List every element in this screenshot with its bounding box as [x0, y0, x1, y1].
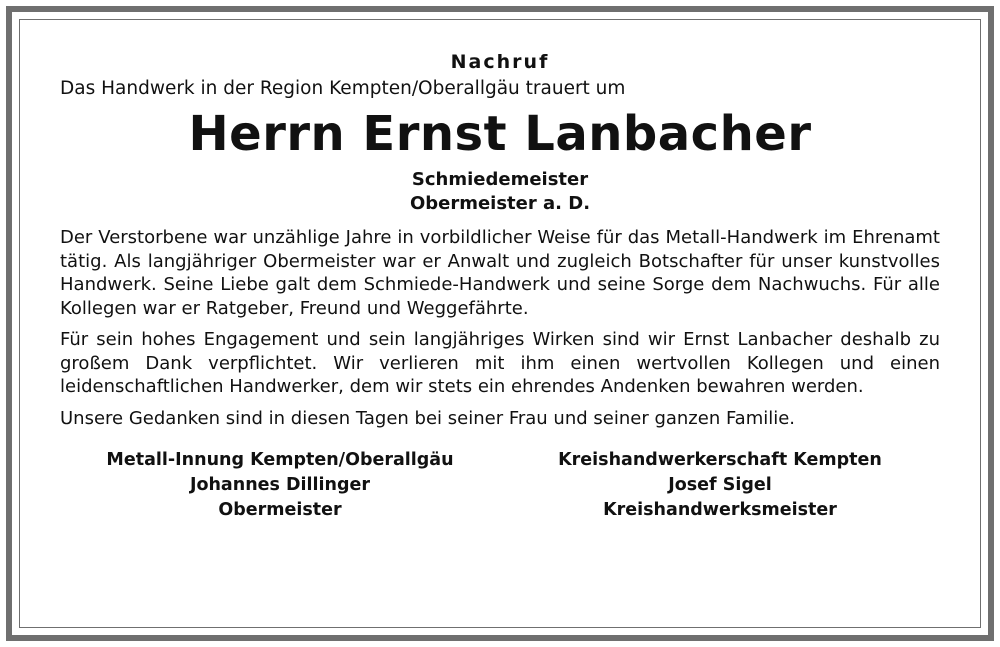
signature-role: Obermeister [218, 500, 342, 520]
deceased-title-primary: Schmiedemeister [411, 169, 589, 190]
notice-heading: Nachruf [450, 51, 550, 73]
deceased-titles [60, 168, 940, 216]
notice-intro: Das Handwerk in der Region Kempten/Oberallgäu trauert um [60, 78, 626, 99]
paragraph-condolence: Unsere Gedanken sind in diesen Tagen bei seiner Frau und seiner ganzen Familie. [60, 407, 796, 429]
signatures [60, 448, 940, 523]
notice-frame [6, 6, 994, 641]
notice-content [60, 48, 940, 523]
signature-person: Johannes Dillinger [189, 475, 371, 495]
signature-right [500, 448, 940, 523]
signature-left [60, 448, 500, 523]
signature-person: Josef Sigel [668, 475, 772, 495]
signature-role: Kreishandwerksmeister [603, 500, 837, 520]
deceased-title-secondary: Obermeister a. D. [409, 193, 591, 214]
paragraph-gratitude: Für sein hohes Engagement und sein langjähriges Wirken sind wir Ernst Lanbacher deshalb zu großem Dank verpflichtet. Wir verlieren mit ihm einen wertvollen Kollegen und einen leidenschaftlichen Handwerker, dem wir stets ein ehrendes Andenken bewahren werden. [60, 329, 940, 397]
signature-organization: Metall-Innung Kempten/Oberallgäu [106, 450, 454, 470]
paragraph-tribute: Der Verstorbene war unzählige Jahre in vorbildlicher Weise für das Metall-Handwerk im Ehrenamt tätig. Als langjähriger Obermeister war er Anwalt und zugleich Botschafter für unser kunstvolles Handwerk. Seine Liebe galt dem Schmiede-Handwerk und seine Sorge dem Nachwuchs. Für alle Kollegen war er Ratgeber, Freund und Weggefährte. [60, 227, 940, 319]
signature-organization: Kreishandwerkerschaft Kempten [558, 450, 882, 470]
deceased-name: Herrn Ernst Lanbacher [188, 106, 812, 162]
